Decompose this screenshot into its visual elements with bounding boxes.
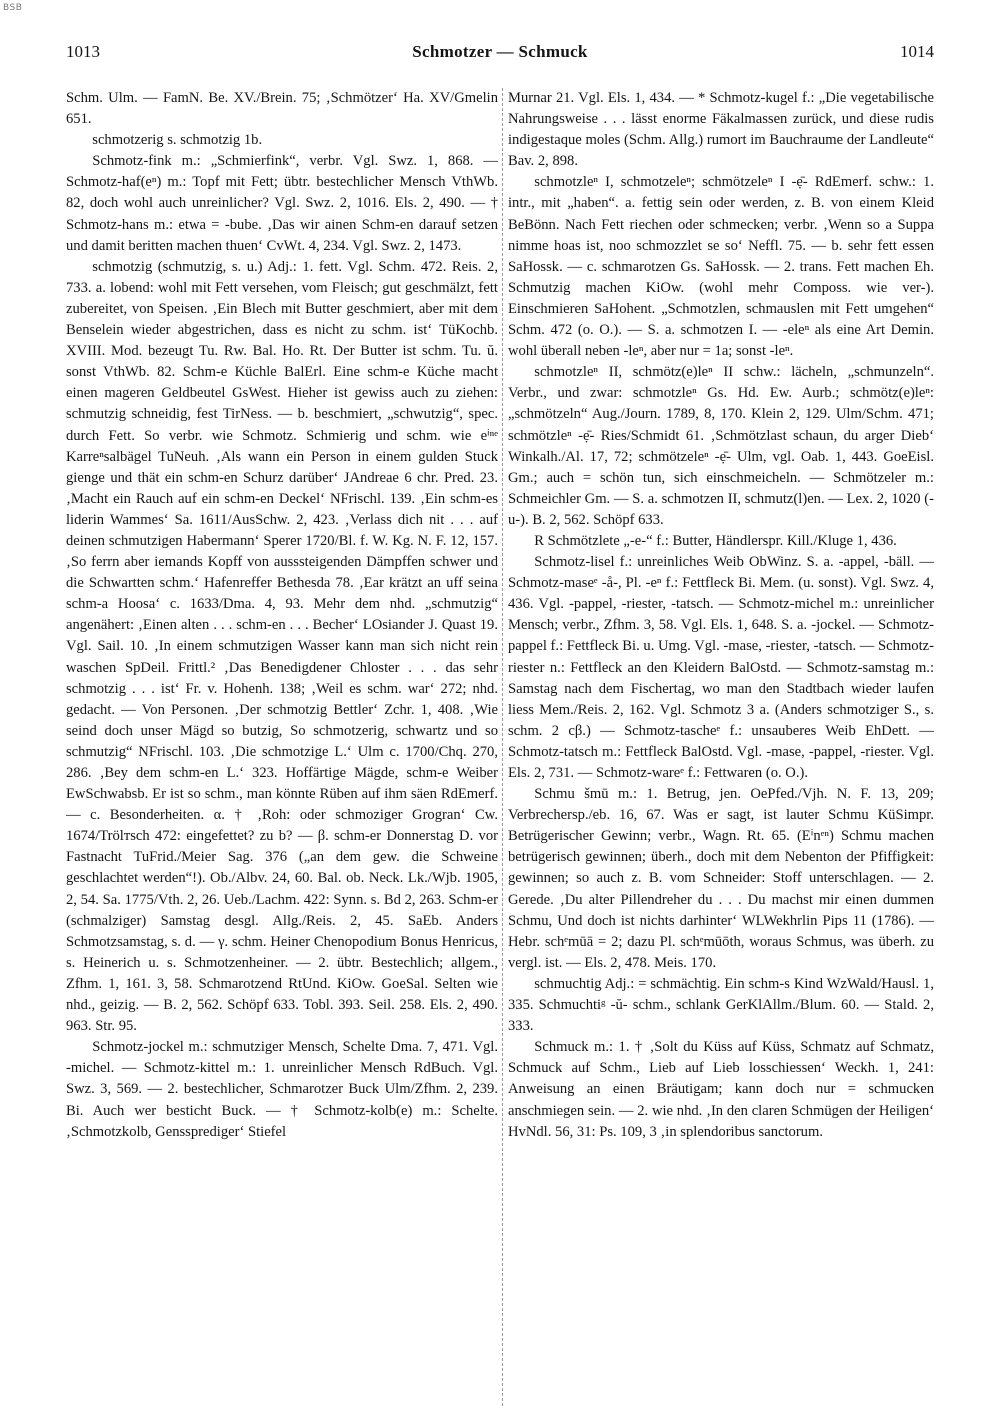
entry-paragraph: Murnar 21. Vgl. Els. 1, 434. — * Schmotz-kugel f.: „Die vegetabilische Nahrungsweise . . . lässt enorme Fäkalmassen zurück, und diese rudis indigestaque moles (Schm. Allg.) rumort im Bauchraume der Landleute“ Bav. 2, 898. <box>508 90 934 170</box>
entry-paragraph: schmotzig (schmutzig, s. u.) Adj.: 1. fett. Vgl. Schm. 472. Reis. 2, 733. a. lobend: wohl mit Fett versehen, vom Fleisch; gut geschmälzt, fett zubereitet, von Speisen. ‚Ein Blech mit Butter geschmiert, aber mit dem Benselein wieder abgestrichen, dass es nicht zu schm. ist‘ TüKochb. XVIII. Mod. bezeugt Tu. Rw. Bal. Ho. Rt. Der Butter ist schm. Tu. ŭ. sonst VthWb. 82. Schm-e Küchle BalErl. Eine schm-e Küche macht einen mageren Geldbeutel GsWest. Hieher ist gewiss auch zu ziehen: schmutzig schneidig, fest TirNess. — b. beschmiert, „schwutzig“, spec. durch Fett. So verbr. wie Schmotz. Schmierig und schm. wie eⁱⁿᵉ Karreⁿsalbägel TuNeuh. ‚Als wann ein Person in einem gulden Stuck giengе und thät ein schm-en Schurz darüber‘ JAndreae 6 chr. Pred. 23. ‚Macht ein Rauch auf ein schm-en Deckel‘ NFrischl. 139. ‚Ein schm-es liderin Wammes‘ Sa. 1611/AusSchw. 2, 423. ‚Verlass dich nit . . . auf deinen schmutzigen Habermann‘ Sperer 1720/Bl. f. W. Kg. N. F. 12, 157. ‚So ferrn aber iemands Kopff von ausssteigenden Dämpffen schwer und die Schwartten schm.‘ Hafenreffer Bethesda 78. ‚Ear krätzt an uff seina schm-a Hoosa‘ c. 1633/Dma. 4, 93. Mehr dem nhd. „schmutzig“ angenähert: ‚Einen alten . . . schm-en . . . Becher‘ LOsiander J. Quast 19. Vgl. Sail. 10. ‚In einem schmutzigen Wasser kann man sich nicht rein waschen SpDeil. Frittl.² ‚Das Benedigdener Chloster . . . das sehr schmotzig . . . ist‘ Fr. v. Hohenh. 138; ‚Weil es schm. war‘ 272; nhd. gedacht. — Von Personen. ‚Der schmotzig Bettler‘ Zchr. 1, 408. ‚Wie seind doch unser Mägd so butzig, So schmotzerig, schwartz und so schmutzig“ NFrischl. 103. ‚Die schmotzige L.‘ Ulm c. 1700/Chq. 270, 286. ‚Bey dem schm-en L.‘ 323. Hoffärtige Mägde, schm-e Weiber EwSchwabsb. Er ist so schm., man könnte Rüben auf ihm säen RdEmerf. — c. Besonderheiten. α. † ‚Roh: oder schmoziger Grogran‘ Cw. 1674/Trölтsch 472: eingefettet? zu b? — β. schm-er Donnerstag D. vor Fastnacht TuFrid./Meier Sag. 376 („an dem gew. die Schweine geschlachtet werden“!). Ob./Albv. 24, 60. Bal. ob. Neck. Lk./Wjb. 1905, 2, 54. Sa. 1775/Vth. 2, 26. Ueb./Lachm. 422: Synn. s. Bd 2, 263. Schm-er (schmalziger) Samstag desgl. Allg./Reis. 2, 45. SaEb. Anders Schmotzsamstag, s. d. — γ. schm. Heiner Chenopodium Bonus Henricus, s. Heinerich u. s. Schmotzenheiner. — 2. übtr. Bestechlich; allgem., Zfhm. 1, 161. 3, 58. Schmarotzend RtUnd. KiOw. GoeSal. Selten wie nhd., geizig. — B. 2, 562. Schöpf 633. Tobl. 393. Seil. 258. Els. 2, 490. 963. Str. 95. <box>66 258 498 1035</box>
page-header <box>66 36 934 70</box>
entry-paragraph: Schmotz-fink m.: „Schmierfink“, verbr. Vgl. Swz. 1, 868. — Schmotz-haf(eⁿ) m.: Topf mit Fett; übtr. bestechlicher Mensch VthWb. 82, doch wohl auch unreinlicher? Vgl. Swz. 2, 1016. Els. 2, 490. — † Schmotz-hans m.: etwa = -bube. ‚Das wir ainen Schm-en darauf setzen und damit beritten machen thuen‘ CvWt. 4, 234. Vgl. Swz. 2, 1473. <box>66 153 498 254</box>
running-title: Schmotzer — Schmuck <box>412 42 588 61</box>
entry-paragraph: R Schmötzlete „-e-“ f.: Butter, Händlerspr. Kill./Kluge 1, 436. <box>534 532 897 549</box>
right-column <box>508 88 934 1406</box>
entry-paragraph: Schm. Ulm. — FamN. Be. XV./Brein. 75; ‚Schmötzer‘ Ha. XV/Gmelin 651. <box>66 90 498 128</box>
entry-paragraph: Schmotz-lisel f.: unreinliches Weib ObWinz. S. a. -appel, -bäll. — Schmotz-maseᵉ -å-, Pl. -eⁿ f.: Fettfleck Bi. Mem. (u. sonst). Vgl. Swz. 4, 436. Vgl. -pappel, -riester, -tatsch. — Schmotz-michel m.: unreinlicher Mensch; verbr., Zfhm. 3, 58. Vgl. Els. 1, 648. S. a. -jockel. — Schmotz-pappel f.: Fettfleck Bi. u. Umg. Vgl. -mase, -riester, -tatsch. — Schmotz-riester n.: Fettfleck an den Kleidern BalOstd. — Schmotz-samstag m.: Samstag nach dem Fischertag, wo man den Stadtbach wieder laufen liess Mem./Reis. 2, 162. Vgl. Schmotz 3 a. (Anders schmotziger S., s. schm. 2 cβ.) — Schmotz-tascheᵉ f.: unsauberes Weib EhDett. — Schmotz-tatsch m.: Fettfleck BalOstd. Vgl. -mase, -pappel, -riester. Vgl. Els. 2, 731. — Schmotz-wareᵉ f.: Fettwaren (o. O.). <box>508 554 934 781</box>
entry-paragraph: Schmuck m.: 1. † ‚Solt du Küss auf Küss, Schmatz auf Schmatz, Schmuck auf Schm., Lieb auf Lieb losschiessen‘ Weckh. 1, 241: Anweisung an einen Bräutigam; kann doch nur = schmucken anschmiegen sein. — 2. wie nhd. ‚In den claren Schmügen der Heiligen‘ HvNdl. 56, 31: Ps. 109, 3 ‚in splendoribus sanctorum. <box>508 1039 934 1140</box>
dictionary-columns <box>66 88 934 1406</box>
page-number-right: 1014 <box>900 42 934 61</box>
entry-paragraph: Schmotz-jockel m.: schmutziger Mensch, Schelte Dma. 7, 471. Vgl. -michel. — Schmotz-kittel m.: 1. unreinlicher Mensch RdBuch. Vgl. Swz. 3, 569. — 2. bestechlicher, Schmarotzer Buck Ulm/Zfhm. 2, 239. Bi. Auch wer bеsticht Buck. — † Schmotz-kolb(e) m.: Schelte. ‚Schmotzkolb, Genssprediger‘ Stiefel <box>66 1039 498 1140</box>
entry-paragraph: schmuchtig Adj.: = schmächtig. Ein schm-s Kind WzWald/Hausl. 1, 335. Schmuchtiᵍ -ŭ- schm., schlank GerKlAllm./Blum. 60. — Stald. 2, 333. <box>508 975 934 1035</box>
library-stamp: BSB <box>3 3 23 13</box>
entry-paragraph: Schmu šmū m.: 1. Betrug, jen. OePfed./Vjh. N. F. 13, 209; Verbrechersp./eb. 16, 67. Was er sagt, ist lauter Schmu KüSimpr. Betrügerischer Gewinn; verbr., Wagn. Rt. 65. (Eⁱnᵉⁿ) Schmu machen betrügerisch gewinnen; überh., doch mit dem Nebenton der Pfiffigkeit: gewinnen; so auch z. B. vom Schneider: Stoff unterschlagen. — 2. Gerede. ‚Du alter Pillendreher du . . . Du machst mir einen dummen Schmu, Und doch ist nichts darhinter‘ WLWekhrlin Pips 11 (1786). — Hebr. schᵉmūā = 2; dazu Pl. schᵉmūōth, woraus Schmus, was überh. zu vergl. ist. — Els. 2, 478. Meis. 170. <box>508 786 934 971</box>
page-number-left: 1013 <box>66 42 100 61</box>
entry-paragraph: schmotzleⁿ II, schmötz(e)leⁿ II schw.: lächeln, „schmunzeln“. Verbr., und zwar: schmotzleⁿ Gs. Hd. Ew. Aurb.; schmötz(e)leⁿ: „schmötzeln“ Aug./Journ. 1789, 8, 170. Klein 2, 129. Ulm/Schm. 471; schmötzleⁿ -ẹ̄- Ries/Schmidt 61. ‚Schmötzlast schaun, du arger Dieb‘ Winkalh./Al. 17, 72; schmötzeleⁿ -ẹ̄- Ulm, vgl. Oab. 1, 443. GoeEisl. Gm.; auch = schön tun, sich einschmeicheln. — Schmötzeler m.: Schmeichler Gm. — S. a. schmotzen II, schmutz(l)en. — Lex. 2, 1020 (-u-). B. 2, 562. Schöpf 633. <box>508 364 934 528</box>
column-divider <box>502 88 503 1406</box>
entry-paragraph: schmotzleⁿ I, schmotzeleⁿ; schmötzeleⁿ I -ẹ̄- RdEmerf. schw.: 1. intr., mit „haben“. a. fettig sein oder werden, z. B. von einem Kleid BeBönn. Nach Fett riechen oder schmecken; verbr. ‚Wenn so a Suppa nimme hoas ist, noo schmozzlet se so‘ Neffl. 75. — b. sehr fett essen SaHossk. — c. schmarotzen Gs. SaHossk. — 2. trans. Fett machen Eh. Schmutzig machen KiOw. (wohl mehr Composs. wie ver-). Einschmieren SaHohent. „Schmotzlen, schmauslen mit Fett umgehen“ Schm. 472 (o. O.). — S. a. schmotzen I. — -eleⁿ als eine Art Demin. wohl überall neben -leⁿ, aber nur = 1a; sonst -leⁿ. <box>508 174 934 360</box>
entry-paragraph: schmotzerig s. schmotzig 1b. <box>92 132 263 149</box>
left-column <box>66 88 498 1406</box>
